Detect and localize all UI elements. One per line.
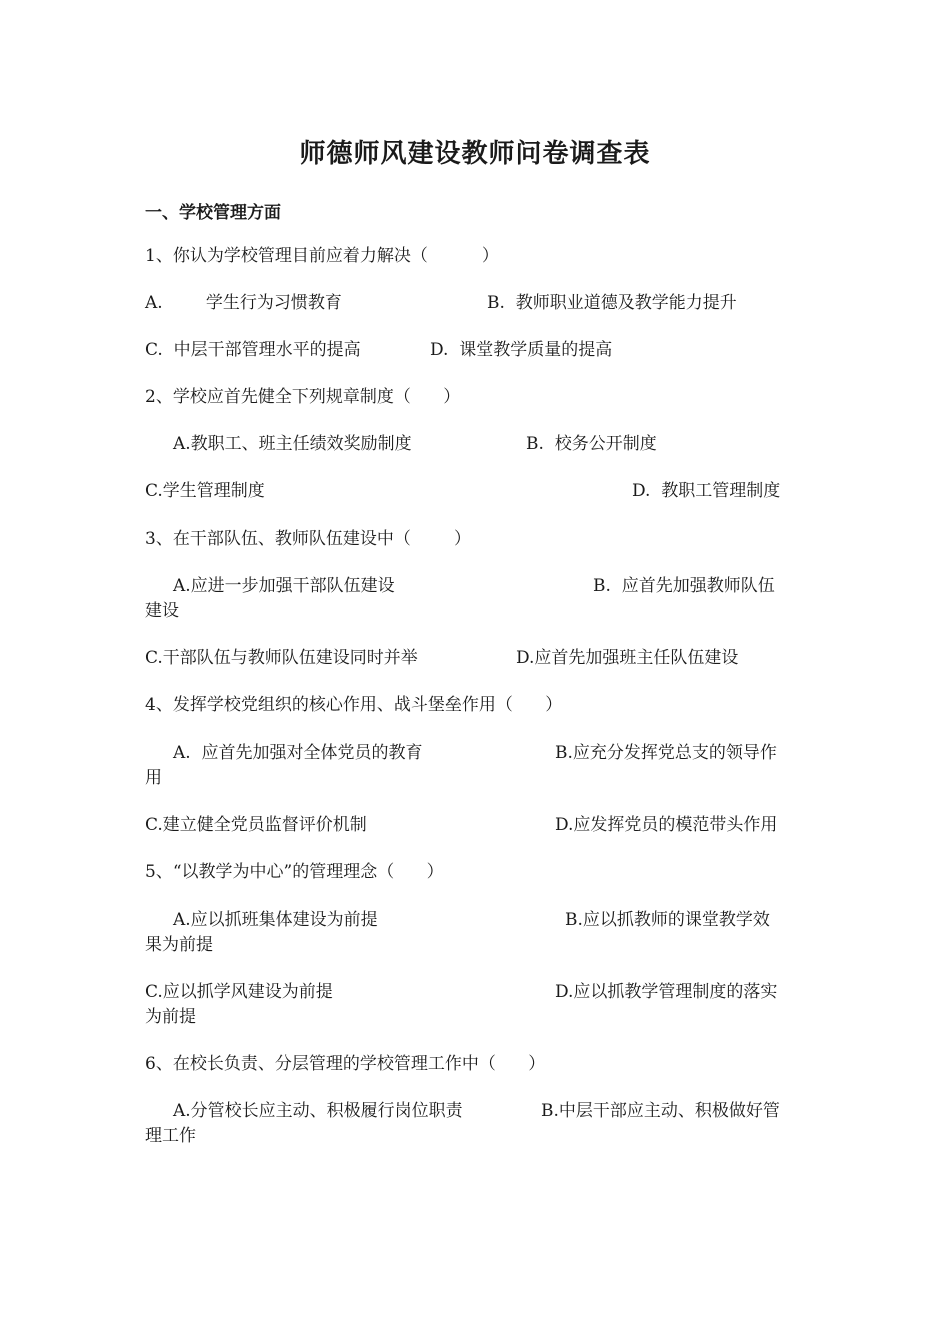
question-5-option-b-continued: 果为前提 — [145, 935, 213, 955]
question-3-option-a: A.应进一步加强干部队伍建设 — [173, 576, 395, 596]
question-4-option-c: C.建立健全党员监督评价机制 — [145, 815, 367, 835]
question-1-option-d: D. 课堂教学质量的提高 — [430, 340, 613, 360]
question-6-stem: 6、在校长负责、分层管理的学校管理工作中（ ） — [145, 1054, 546, 1074]
question-4-option-d: D.应发挥党员的模范带头作用 — [555, 815, 778, 835]
question-2-option-c: C.学生管理制度 — [145, 481, 265, 501]
question-2-option-d: D. 教职工管理制度 — [632, 481, 781, 501]
question-6-option-a: A.分管校长应主动、积极履行岗位职责 — [173, 1101, 463, 1121]
section-heading: 一、学校管理方面 — [145, 203, 281, 223]
question-5-stem: 5、“以教学为中心”的管理理念（ ） — [145, 862, 444, 882]
question-3-stem: 3、在干部队伍、教师队伍建设中（ ） — [145, 529, 472, 549]
question-4-stem: 4、发挥学校党组织的核心作用、战斗堡垒作用（ ） — [145, 695, 563, 715]
question-4-option-a: A. 应首先加强对全体党员的教育 — [173, 743, 423, 763]
document-title: 师德师风建设教师问卷调查表 — [299, 139, 651, 169]
question-5-option-d: D.应以抓教学管理制度的落实 — [555, 982, 778, 1002]
question-5-option-c: C.应以抓学风建设为前提 — [145, 982, 333, 1002]
question-2-stem: 2、学校应首先健全下列规章制度（ ） — [145, 387, 461, 407]
question-1-stem: 1、你认为学校管理目前应着力解决（ ） — [145, 246, 499, 266]
question-1-option-a: A. 学生行为习惯教育 — [145, 293, 342, 313]
question-5-option-b: B.应以抓教师的课堂教学效 — [565, 910, 770, 930]
question-3-option-b-continued: 建设 — [145, 601, 179, 621]
question-4-option-b-continued: 用 — [145, 768, 162, 788]
question-3-option-b: B. 应首先加强教师队伍 — [593, 576, 775, 596]
question-1-option-c: C. 中层干部管理水平的提高 — [145, 340, 361, 360]
question-3-option-c: C.干部队伍与教师队伍建设同时并举 — [145, 648, 418, 668]
question-3-option-d: D.应首先加强班主任队伍建设 — [516, 648, 739, 668]
question-1-option-b: B. 教师职业道德及教学能力提升 — [487, 293, 737, 313]
question-6-option-b-continued: 理工作 — [145, 1126, 196, 1146]
question-6-option-b: B.中层干部应主动、积极做好管 — [541, 1101, 780, 1121]
question-5-option-d-continued: 为前提 — [145, 1007, 196, 1027]
question-2-option-b: B. 校务公开制度 — [526, 434, 657, 454]
question-5-option-a: A.应以抓班集体建设为前提 — [173, 910, 378, 930]
question-2-option-a: A.教职工、班主任绩效奖励制度 — [173, 434, 412, 454]
question-4-option-b: B.应充分发挥党总支的领导作 — [555, 743, 777, 763]
